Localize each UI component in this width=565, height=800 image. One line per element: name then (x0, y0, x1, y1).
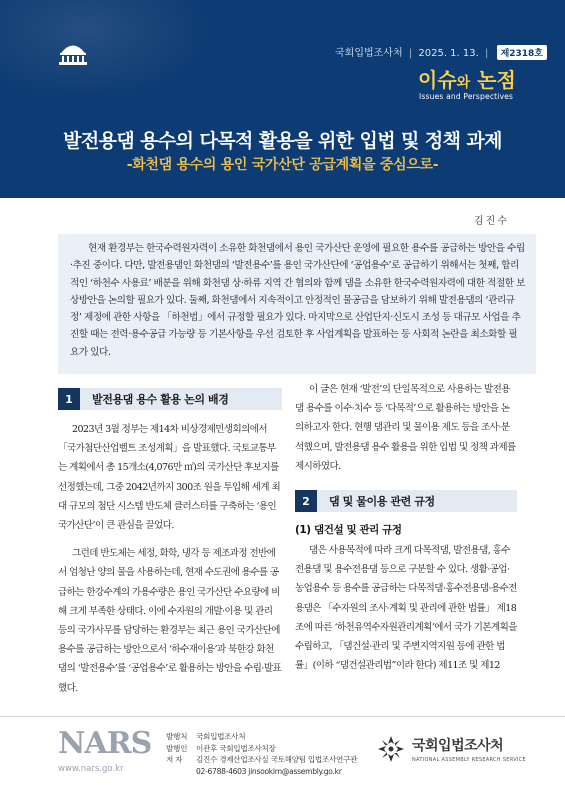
body-paragraph: 이 글은 현재 ‘발전’의 단일목적으로 사용하는 발전용댐 용수를 이수·치수 등 ‘다목적’으로 활용하는 방안을 논의하고자 한다. 현행 댐관리 및 물이용 제도 등을 조사·분석했으며, 발전용댐 용수 활용을 위한 입법 및 정책 과제를 제시하였다. (295, 384, 516, 472)
section-number: 1 (58, 388, 80, 410)
summary-text: 현재 환경부는 한국수력원자력이 소유한 화천댐에서 용인 국가산단 운영에 필요한 용수를 공급하는 방안을 수립·추진 중이다. 다만, 발전용댐인 화천댐의 ‘발전용수’를 용인 국가산단에 ‘공업용수’로 공급하기 위해서는 첫째, 합리적인 ‘하천수 사용료’ 배분을 위해 화천댐 상·하류 지역 간 협의와 함께 댐을 소유한 한국수력원자력에 대한 적절한 보상방안을 논의할 필요가 있다. 둘째, 화천댐에서 지속적이고 안정적인 물공급을 담보하기 위해 발전용댐의 ‘관리규정’ 제정에 관한 사항을 「하천법」에서 규정할 필요가 있다. 마지막으로 산업단지·신도시 조성 등 대규모 사업을 추진할 때는 전력·용수공급 가능량 등 기본사항을 우선 검토한 후 사업계획을 발표하는 등 사회적 논란을 최소화할 필요가 있다. (70, 243, 525, 358)
page-title: 발전용댐 용수의 다목적 활용을 위한 입법 및 정책 과제 (63, 130, 502, 152)
issue-number-badge: 제2318호 (497, 45, 547, 60)
section-title: 댐 및 물이용 관련 규정 (329, 495, 435, 509)
summary-box (58, 234, 536, 374)
left-column (58, 388, 282, 698)
org-name: 국회입법조사처 (412, 738, 504, 754)
nars-logo: NARS (58, 726, 152, 761)
national-assembly-emblem-icon (58, 40, 88, 66)
section-header (295, 490, 517, 512)
nars-emblem-icon (376, 734, 406, 764)
report-header (0, 0, 565, 198)
page-subtitle: -화천댐 용수의 용인 국가산단 공급계획을 중심으로- (126, 157, 439, 173)
header-decoration (0, 0, 210, 100)
right-column (295, 384, 517, 675)
publisher-info: 발행처 국회입법조사처 발행인 이관후 국회입법조사처장 저 자 김진수 경제산업조사실 국토해양팀 입법조사연구관 02-6788-4603 jinsookim@assembly.go.kr (166, 732, 358, 776)
author-contact: 02-6788-4603 jinsookim@assembly.go.kr (196, 766, 342, 776)
nars-website-link[interactable]: www.nars.go.kr (58, 764, 124, 774)
publication-meta: 국회입법조사처 | 2025. 1. 13. | 제2318호 (335, 44, 547, 60)
org-logo (376, 734, 526, 764)
section-title: 발전용댐 용수 활용 논의 배경 (92, 393, 229, 406)
org-name-english: NATIONAL ASSEMBLY RESEARCH SERVICE (412, 757, 526, 763)
series-title: 이슈와 논점 (418, 68, 516, 92)
body-paragraph: 댐은 사용목적에 따라 크게 다목적댐, 발전용댐, 홍수전용댐 및 용수전용댐 등으로 구분할 수 있다. 생활·공업·농업용수 등 용수를 공급하는 다목적댐·홍수전용댐·용수전용댐은 「수자원의 조사·계획 및 관리에 관한 법률」 제18조에 따른 ‘하천유역수자원관리계획’에서 국가 기본계획을 수립하고, 「댐건설·관리 및 주변지역지원 등에 관한 법률」(이하 “댐건설관리법”이라 한다) 제11조 및 제12 (295, 545, 517, 672)
footer-divider (0, 716, 565, 717)
series-subtitle: Issues and Perspectives (419, 92, 514, 101)
body-paragraph: 2023년 3월 정부는 제14차 비상경제민생회의에서 「국가첨단산업벨트 조성계획」을 발표했다. 국토교통부는 계획에서 총 15개소(4,076만 ㎡)의 국가산단 후보지를 선정했는데, 그중 2042년까지 300조 원을 투입해 세계 최대 규모의 첨단 시스템 반도체 클러스터를 구축하는 ‘용인 국가산단’이 큰 관심을 끌었다. (58, 424, 281, 532)
publication-date: 2025. 1. 13. (418, 48, 479, 59)
section-number: 2 (295, 490, 317, 512)
author-name: 김진수 (474, 216, 509, 227)
subsection-title: (1) 댐건설 및 관리 규정 (295, 524, 402, 537)
body-paragraph: 그런데 반도체는 세정, 화학, 냉각 등 제조과정 전반에서 엄청난 양의 물을 사용하는데, 현재 수도권에 용수를 공급하는 한강수계의 가용수량은 용인 국가산단 수요량에 비해 크게 부족한 상태다. 이에 수자원의 개발·이용 및 관리 등의 국가사무를 담당하는 환경부는 최근 용인 국가산단에 용수를 공급하는 방안으로서 ‘하수재이용’과 북한강 화천댐의 ‘발전용수’를 ‘공업용수’로 활용하는 방안을 수립·발표했다. (58, 548, 282, 694)
section-header (58, 388, 282, 410)
org-short-name: 국회입법조사처 (335, 48, 403, 59)
